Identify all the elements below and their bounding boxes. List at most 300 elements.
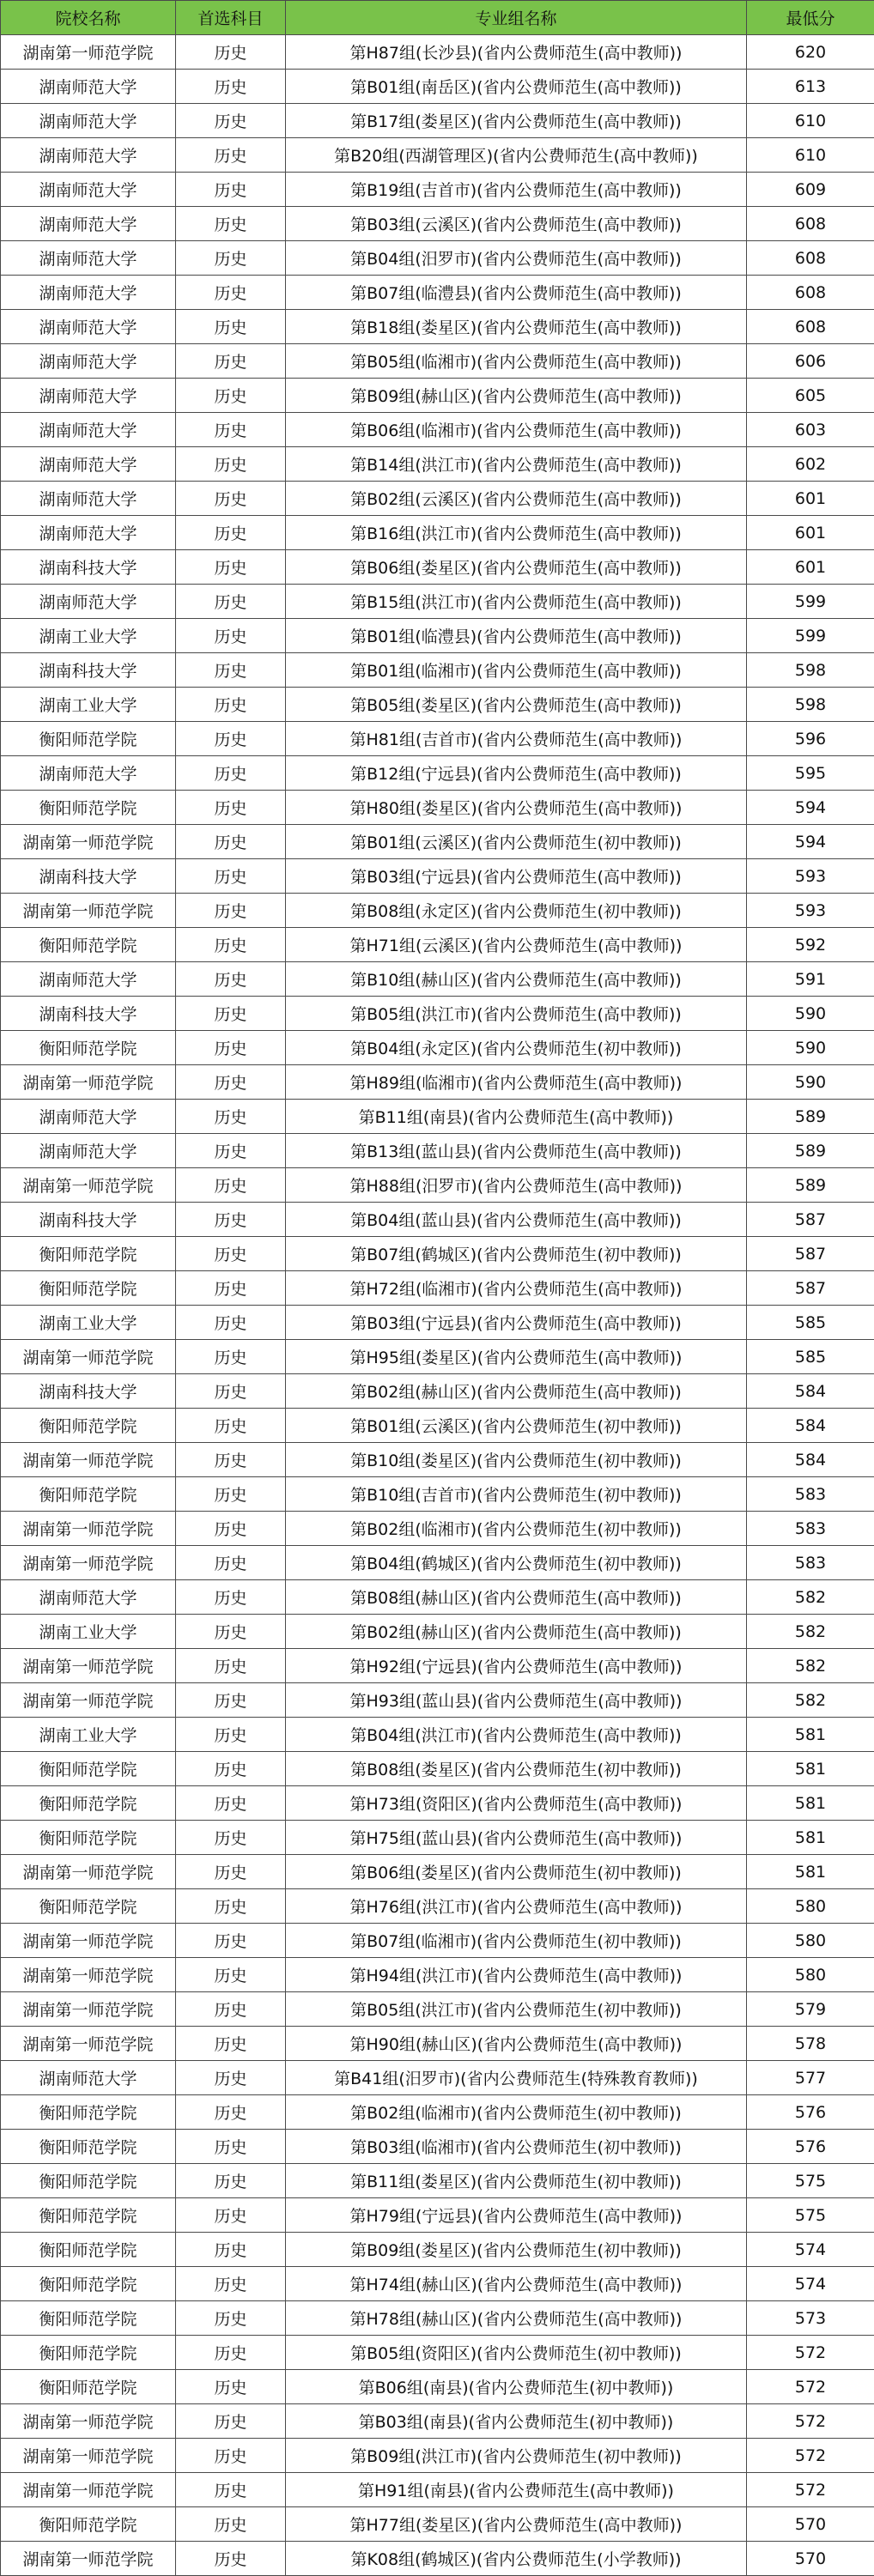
score-cell: 570 [747,2507,874,2542]
score-cell: 581 [747,1821,874,1855]
subject-cell: 历史 [176,1134,286,1168]
column-header-subject: 首选科目 [176,1,286,35]
score-cell: 575 [747,2198,874,2233]
subject-cell: 历史 [176,413,286,447]
group-cell: 第B19组(吉首市)(省内公费师范生(高中教师)) [286,173,747,207]
group-cell: 第B10组(赫山区)(省内公费师范生(高中教师)) [286,962,747,997]
score-cell: 601 [747,550,874,585]
group-cell: 第B02组(临湘市)(省内公费师范生(初中教师)) [286,1512,747,1546]
table-row [1,2130,874,2164]
group-cell: 第H94组(洪江市)(省内公费师范生(高中教师)) [286,1958,747,1992]
group-cell: 第H93组(蓝山县)(省内公费师范生(高中教师)) [286,1683,747,1718]
school-cell: 湖南第一师范学院 [1,1924,176,1958]
score-cell: 589 [747,1100,874,1134]
group-cell: 第B05组(洪江市)(省内公费师范生(初中教师)) [286,1992,747,2027]
school-cell: 衡阳师范学院 [1,1237,176,1271]
score-cell: 599 [747,585,874,619]
subject-cell: 历史 [176,276,286,310]
school-cell: 湖南师范大学 [1,2061,176,2095]
column-header-school: 院校名称 [1,1,176,35]
table-row [1,1958,874,1992]
subject-cell: 历史 [176,1168,286,1203]
subject-cell: 历史 [176,1477,286,1512]
school-cell: 湖南师范大学 [1,310,176,344]
group-cell: 第B06组(临湘市)(省内公费师范生(高中教师)) [286,413,747,447]
subject-cell: 历史 [176,859,286,894]
group-cell: 第B03组(宁远县)(省内公费师范生(高中教师)) [286,1306,747,1340]
table-row [1,791,874,825]
school-cell: 衡阳师范学院 [1,1752,176,1786]
group-cell: 第B06组(南县)(省内公费师范生(初中教师)) [286,2370,747,2404]
school-cell: 湖南第一师范学院 [1,2473,176,2507]
score-cell: 587 [747,1271,874,1306]
score-cell: 599 [747,619,874,653]
subject-cell: 历史 [176,1031,286,1065]
table-row [1,1237,874,1271]
subject-cell: 历史 [176,70,286,104]
score-cell: 575 [747,2164,874,2198]
subject-cell: 历史 [176,1786,286,1821]
group-cell: 第B20组(西湖管理区)(省内公费师范生(高中教师)) [286,138,747,173]
group-cell: 第B41组(汨罗市)(省内公费师范生(特殊教育教师)) [286,2061,747,2095]
subject-cell: 历史 [176,1649,286,1683]
school-cell: 湖南科技大学 [1,550,176,585]
subject-cell: 历史 [176,1546,286,1580]
group-cell: 第H89组(临湘市)(省内公费师范生(高中教师)) [286,1065,747,1100]
group-cell: 第B10组(吉首市)(省内公费师范生(初中教师)) [286,1477,747,1512]
table-row [1,138,874,173]
school-cell: 衡阳师范学院 [1,1477,176,1512]
school-cell: 湖南第一师范学院 [1,825,176,859]
subject-cell: 历史 [176,1065,286,1100]
subject-cell: 历史 [176,1718,286,1752]
subject-cell: 历史 [176,1580,286,1615]
subject-cell: 历史 [176,585,286,619]
group-cell: 第B06组(娄星区)(省内公费师范生(初中教师)) [286,1855,747,1889]
school-cell: 湖南师范大学 [1,447,176,482]
score-cell: 587 [747,1203,874,1237]
subject-cell: 历史 [176,1683,286,1718]
school-cell: 湖南第一师范学院 [1,1649,176,1683]
group-cell: 第B16组(洪江市)(省内公费师范生(高中教师)) [286,516,747,550]
table-row [1,310,874,344]
score-cell: 610 [747,138,874,173]
group-cell: 第H73组(资阳区)(省内公费师范生(高中教师)) [286,1786,747,1821]
school-cell: 湖南工业大学 [1,1615,176,1649]
group-cell: 第B02组(赫山区)(省内公费师范生(高中教师)) [286,1615,747,1649]
score-cell: 570 [747,2542,874,2576]
subject-cell: 历史 [176,1100,286,1134]
table-row [1,2198,874,2233]
subject-cell: 历史 [176,653,286,688]
group-cell: 第B07组(临湘市)(省内公费师范生(初中教师)) [286,1924,747,1958]
subject-cell: 历史 [176,2198,286,2233]
table-row [1,1306,874,1340]
table-body [1,35,874,2576]
subject-cell: 历史 [176,344,286,379]
school-cell: 湖南第一师范学院 [1,2439,176,2473]
school-cell: 湖南第一师范学院 [1,1992,176,2027]
school-cell: 衡阳师范学院 [1,2507,176,2542]
school-cell: 衡阳师范学院 [1,1271,176,1306]
group-cell: 第H79组(宁远县)(省内公费师范生(高中教师)) [286,2198,747,2233]
table-row [1,756,874,791]
column-header-score: 最低分 [747,1,874,35]
score-cell: 602 [747,447,874,482]
score-cell: 589 [747,1134,874,1168]
group-cell: 第B02组(赫山区)(省内公费师范生(高中教师)) [286,1374,747,1409]
table-row [1,1203,874,1237]
table-row [1,1649,874,1683]
group-cell: 第B08组(赫山区)(省内公费师范生(高中教师)) [286,1580,747,1615]
score-cell: 589 [747,1168,874,1203]
school-cell: 湖南工业大学 [1,1306,176,1340]
score-cell: 610 [747,104,874,138]
table-row [1,173,874,207]
subject-cell: 历史 [176,2164,286,2198]
subject-cell: 历史 [176,756,286,791]
group-cell: 第B06组(娄星区)(省内公费师范生(高中教师)) [286,550,747,585]
subject-cell: 历史 [176,1958,286,1992]
table-row [1,550,874,585]
group-cell: 第B07组(临澧县)(省内公费师范生(高中教师)) [286,276,747,310]
table-row [1,1477,874,1512]
subject-cell: 历史 [176,1237,286,1271]
group-cell: 第H77组(娄星区)(省内公费师范生(高中教师)) [286,2507,747,2542]
group-cell: 第B01组(临湘市)(省内公费师范生(高中教师)) [286,653,747,688]
school-cell: 湖南师范大学 [1,756,176,791]
school-cell: 湖南科技大学 [1,653,176,688]
table-row [1,859,874,894]
subject-cell: 历史 [176,1752,286,1786]
score-cell: 572 [747,2404,874,2439]
table-row [1,1718,874,1752]
subject-cell: 历史 [176,997,286,1031]
score-cell: 595 [747,756,874,791]
table-row [1,2267,874,2301]
subject-cell: 历史 [176,962,286,997]
score-cell: 580 [747,1889,874,1924]
score-cell: 608 [747,207,874,241]
table-row [1,2507,874,2542]
school-cell: 湖南第一师范学院 [1,1340,176,1374]
school-cell: 衡阳师范学院 [1,722,176,756]
group-cell: 第B18组(娄星区)(省内公费师范生(高中教师)) [286,310,747,344]
score-cell: 582 [747,1649,874,1683]
school-cell: 湖南师范大学 [1,413,176,447]
group-cell: 第H80组(娄星区)(省内公费师范生(高中教师)) [286,791,747,825]
group-cell: 第B05组(洪江市)(省内公费师范生(高中教师)) [286,997,747,1031]
table-row [1,894,874,928]
group-cell: 第B01组(南岳区)(省内公费师范生(高中教师)) [286,70,747,104]
school-cell: 衡阳师范学院 [1,1889,176,1924]
subject-cell: 历史 [176,482,286,516]
table-row [1,619,874,653]
score-cell: 583 [747,1512,874,1546]
group-cell: 第H92组(宁远县)(省内公费师范生(高中教师)) [286,1649,747,1683]
school-cell: 衡阳师范学院 [1,2301,176,2336]
table-row [1,276,874,310]
school-cell: 湖南第一师范学院 [1,1855,176,1889]
group-cell: 第H76组(洪江市)(省内公费师范生(高中教师)) [286,1889,747,1924]
score-cell: 590 [747,1031,874,1065]
subject-cell: 历史 [176,825,286,859]
score-cell: 590 [747,1065,874,1100]
score-cell: 606 [747,344,874,379]
subject-cell: 历史 [176,104,286,138]
score-cell: 608 [747,276,874,310]
score-cell: 572 [747,2439,874,2473]
score-cell: 596 [747,722,874,756]
subject-cell: 历史 [176,2027,286,2061]
subject-cell: 历史 [176,1340,286,1374]
school-cell: 湖南第一师范学院 [1,2404,176,2439]
subject-cell: 历史 [176,1992,286,2027]
school-cell: 湖南第一师范学院 [1,894,176,928]
table-row [1,1889,874,1924]
group-cell: 第B01组(云溪区)(省内公费师范生(初中教师)) [286,825,747,859]
group-cell: 第H74组(赫山区)(省内公费师范生(高中教师)) [286,2267,747,2301]
subject-cell: 历史 [176,2439,286,2473]
score-cell: 581 [747,1718,874,1752]
school-cell: 衡阳师范学院 [1,2267,176,2301]
subject-cell: 历史 [176,1306,286,1340]
school-cell: 湖南师范大学 [1,344,176,379]
group-cell: 第B15组(洪江市)(省内公费师范生(高中教师)) [286,585,747,619]
school-cell: 湖南师范大学 [1,276,176,310]
table-row [1,1271,874,1306]
group-cell: 第B04组(洪江市)(省内公费师范生(高中教师)) [286,1718,747,1752]
school-cell: 衡阳师范学院 [1,1409,176,1443]
score-cell: 590 [747,997,874,1031]
table-row [1,70,874,104]
table-row [1,35,874,70]
score-cell: 580 [747,1924,874,1958]
subject-cell: 历史 [176,928,286,962]
school-cell: 湖南第一师范学院 [1,2542,176,2576]
table-row [1,207,874,241]
score-cell: 574 [747,2267,874,2301]
group-cell: 第B03组(宁远县)(省内公费师范生(高中教师)) [286,859,747,894]
group-cell: 第B05组(娄星区)(省内公费师范生(高中教师)) [286,688,747,722]
subject-cell: 历史 [176,619,286,653]
subject-cell: 历史 [176,2370,286,2404]
score-cell: 581 [747,1786,874,1821]
table-row [1,722,874,756]
table-row [1,825,874,859]
group-cell: 第H88组(汨罗市)(省内公费师范生(高中教师)) [286,1168,747,1203]
group-cell: 第B02组(临湘市)(省内公费师范生(初中教师)) [286,2095,747,2130]
table-row [1,241,874,276]
group-cell: 第B17组(娄星区)(省内公费师范生(高中教师)) [286,104,747,138]
subject-cell: 历史 [176,1924,286,1958]
subject-cell: 历史 [176,2130,286,2164]
group-cell: 第B05组(临湘市)(省内公费师范生(高中教师)) [286,344,747,379]
group-cell: 第B03组(南县)(省内公费师范生(初中教师)) [286,2404,747,2439]
school-cell: 湖南工业大学 [1,688,176,722]
subject-cell: 历史 [176,379,286,413]
school-cell: 衡阳师范学院 [1,2164,176,2198]
subject-cell: 历史 [176,894,286,928]
group-cell: 第B10组(娄星区)(省内公费师范生(初中教师)) [286,1443,747,1477]
group-cell: 第B04组(蓝山县)(省内公费师范生(高中教师)) [286,1203,747,1237]
score-cell: 578 [747,2027,874,2061]
school-cell: 衡阳师范学院 [1,928,176,962]
table-row [1,585,874,619]
score-cell: 594 [747,825,874,859]
table-row [1,1821,874,1855]
score-cell: 576 [747,2095,874,2130]
subject-cell: 历史 [176,447,286,482]
table-row [1,2370,874,2404]
subject-cell: 历史 [176,1203,286,1237]
group-cell: 第B04组(汨罗市)(省内公费师范生(高中教师)) [286,241,747,276]
school-cell: 湖南师范大学 [1,70,176,104]
subject-cell: 历史 [176,2061,286,2095]
table-row [1,1409,874,1443]
table-row [1,2404,874,2439]
school-cell: 湖南第一师范学院 [1,1065,176,1100]
table-row [1,1992,874,2027]
table-row [1,2542,874,2576]
score-cell: 580 [747,1958,874,1992]
subject-cell: 历史 [176,2404,286,2439]
school-cell: 湖南第一师范学院 [1,2027,176,2061]
group-cell: 第K08组(鹤城区)(省内公费师范生(小学教师)) [286,2542,747,2576]
table-row [1,413,874,447]
school-cell: 湖南师范大学 [1,962,176,997]
score-cell: 581 [747,1855,874,1889]
score-cell: 584 [747,1409,874,1443]
table-row [1,1786,874,1821]
table-row [1,928,874,962]
table-row [1,1443,874,1477]
group-cell: 第B01组(云溪区)(省内公费师范生(初中教师)) [286,1409,747,1443]
group-cell: 第B09组(娄星区)(省内公费师范生(初中教师)) [286,2233,747,2267]
subject-cell: 历史 [176,173,286,207]
school-cell: 湖南师范大学 [1,173,176,207]
table-row [1,1134,874,1168]
school-cell: 湖南第一师范学院 [1,1512,176,1546]
score-cell: 584 [747,1374,874,1409]
group-cell: 第B11组(娄星区)(省内公费师范生(初中教师)) [286,2164,747,2198]
group-cell: 第B09组(赫山区)(省内公费师范生(高中教师)) [286,379,747,413]
score-cell: 581 [747,1752,874,1786]
school-cell: 湖南第一师范学院 [1,35,176,70]
school-cell: 湖南第一师范学院 [1,1546,176,1580]
subject-cell: 历史 [176,2507,286,2542]
table-row [1,653,874,688]
table-row [1,344,874,379]
score-cell: 583 [747,1546,874,1580]
school-cell: 衡阳师范学院 [1,1786,176,1821]
subject-cell: 历史 [176,2095,286,2130]
table-row [1,1615,874,1649]
table-row [1,2061,874,2095]
subject-cell: 历史 [176,310,286,344]
subject-cell: 历史 [176,2473,286,2507]
score-cell: 613 [747,70,874,104]
subject-cell: 历史 [176,2542,286,2576]
score-cell: 594 [747,791,874,825]
table-row [1,1752,874,1786]
school-cell: 衡阳师范学院 [1,2130,176,2164]
subject-cell: 历史 [176,241,286,276]
table-row [1,1855,874,1889]
subject-cell: 历史 [176,2267,286,2301]
school-cell: 衡阳师范学院 [1,2370,176,2404]
table-row [1,1512,874,1546]
school-cell: 湖南第一师范学院 [1,1443,176,1477]
table-row [1,2336,874,2370]
score-cell: 603 [747,413,874,447]
group-cell: 第H87组(长沙县)(省内公费师范生(高中教师)) [286,35,747,70]
school-cell: 湖南师范大学 [1,516,176,550]
table-row [1,2164,874,2198]
table-row [1,2233,874,2267]
subject-cell: 历史 [176,550,286,585]
school-cell: 衡阳师范学院 [1,2336,176,2370]
table-row [1,379,874,413]
score-cell: 593 [747,894,874,928]
group-cell: 第H78组(赫山区)(省内公费师范生(高中教师)) [286,2301,747,2336]
school-cell: 湖南第一师范学院 [1,1683,176,1718]
subject-cell: 历史 [176,2301,286,2336]
table-row [1,1374,874,1409]
group-cell: 第B04组(鹤城区)(省内公费师范生(初中教师)) [286,1546,747,1580]
subject-cell: 历史 [176,207,286,241]
subject-cell: 历史 [176,1271,286,1306]
group-cell: 第B03组(云溪区)(省内公费师范生(高中教师)) [286,207,747,241]
table-header-row [1,1,874,35]
subject-cell: 历史 [176,1615,286,1649]
subject-cell: 历史 [176,2336,286,2370]
table-row [1,516,874,550]
subject-cell: 历史 [176,1443,286,1477]
school-cell: 湖南师范大学 [1,241,176,276]
table-row [1,1683,874,1718]
table-row [1,447,874,482]
subject-cell: 历史 [176,138,286,173]
score-cell: 609 [747,173,874,207]
subject-cell: 历史 [176,35,286,70]
score-cell: 608 [747,310,874,344]
subject-cell: 历史 [176,2233,286,2267]
group-cell: 第B13组(蓝山县)(省内公费师范生(高中教师)) [286,1134,747,1168]
score-cell: 579 [747,1992,874,2027]
table-row [1,2095,874,2130]
school-cell: 湖南科技大学 [1,997,176,1031]
table-row [1,1031,874,1065]
table-row [1,1580,874,1615]
score-cell: 591 [747,962,874,997]
table-row [1,1546,874,1580]
group-cell: 第B08组(娄星区)(省内公费师范生(初中教师)) [286,1752,747,1786]
table-row [1,1168,874,1203]
score-cell: 572 [747,2370,874,2404]
school-cell: 衡阳师范学院 [1,1821,176,1855]
column-header-group: 专业组名称 [286,1,747,35]
score-cell: 592 [747,928,874,962]
subject-cell: 历史 [176,791,286,825]
group-cell: 第B01组(临澧县)(省内公费师范生(高中教师)) [286,619,747,653]
score-cell: 585 [747,1340,874,1374]
subject-cell: 历史 [176,516,286,550]
school-cell: 湖南工业大学 [1,619,176,653]
group-cell: 第B03组(临湘市)(省内公费师范生(初中教师)) [286,2130,747,2164]
score-cell: 577 [747,2061,874,2095]
table-row [1,2439,874,2473]
